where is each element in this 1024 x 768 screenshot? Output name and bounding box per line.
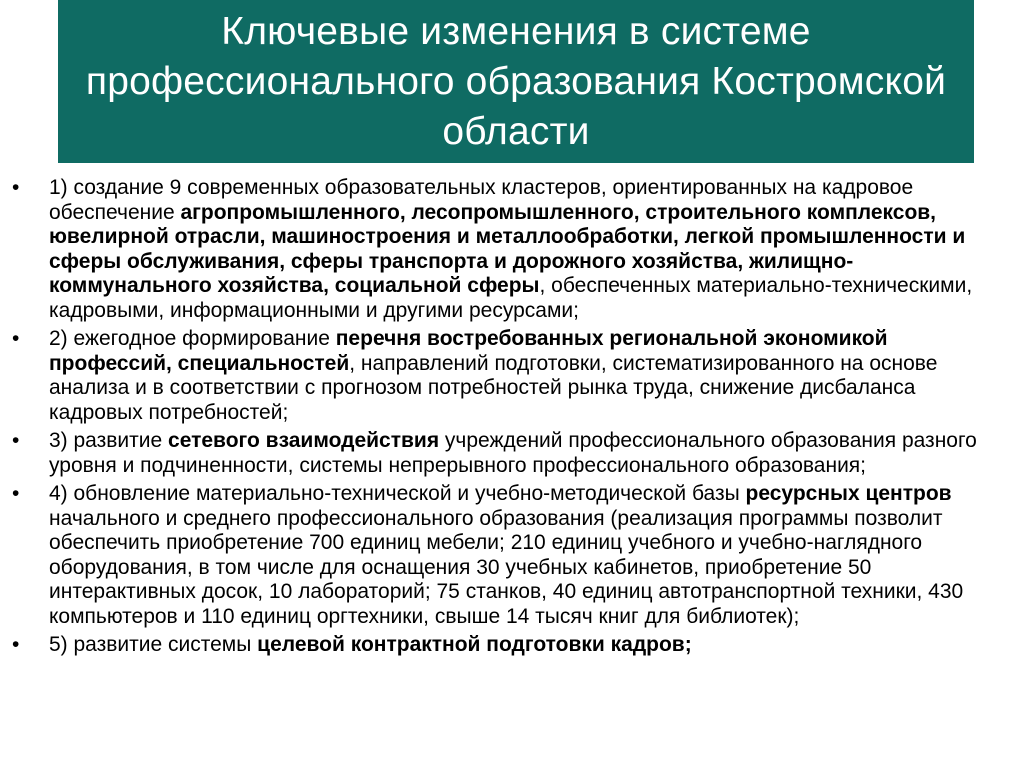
bold-segment: перечня востребованных региональной экономикой профессий, специальностей — [49, 327, 888, 375]
bold-segment: целевой контрактной подготовки кадров; — [257, 633, 692, 656]
text-segment: начального и среднего профессионального образования (реализация программы позволит обеспечить приобретение 700 единиц мебели; 210 единиц учебного и учебно-наглядного оборудования, в том числе для оснащения 30 учебных кабинетов, приобретение 50 интерактивных досок, 10 лабораторий; 75 станков, 40 единиц автотранспортной техники, 430 компьютеров и 110 единиц оргтехники, свыше 14 тысяч книг для библиотек); — [49, 506, 964, 628]
bullet-item-2 — [12, 327, 1012, 425]
slide-title: Ключевые изменения в системе профессионального образования Костромской области — [85, 9, 947, 153]
bullet-marker: • — [12, 176, 20, 199]
bullet-marker: • — [12, 633, 20, 656]
bullet-item-3 — [12, 429, 1012, 478]
text-segment: 5) развитие системы — [49, 633, 258, 656]
text-segment: , обеспеченных материально-техническими, кадровыми, информационными и другими ресурсами; — [49, 274, 973, 322]
text-segment: , направлений подготовки, систематизированного на основе анализа и в соответствии с прогнозом потребностей рынка труда, снижение дисбаланса кадровых потребностей; — [49, 351, 938, 424]
bullet-item-1 — [12, 176, 1012, 323]
text-segment: 4) обновление материально-технической и учебно-методической базы — [49, 482, 746, 505]
bullet-text — [49, 482, 963, 628]
text-segment: 2) ежегодное формирование — [49, 327, 336, 350]
bullet-marker: • — [12, 482, 20, 505]
title-bar — [58, 0, 974, 163]
bold-segment: сетевого взаимодействия — [168, 429, 440, 452]
bullet-list — [12, 176, 1012, 662]
bullet-item-4 — [12, 482, 1012, 629]
bullet-text — [49, 176, 972, 322]
bullet-marker: • — [12, 429, 20, 452]
bullet-marker: • — [12, 327, 20, 350]
bold-segment: ресурсных центров — [745, 482, 952, 505]
bullet-item-5 — [12, 633, 1012, 658]
text-segment: 3) развитие — [49, 429, 169, 452]
bullet-text — [49, 429, 977, 477]
bullet-text — [49, 633, 692, 656]
text-segment: учреждений профессионального образования разного уровня и подчиненности, системы непрерывного профессионального образования; — [49, 429, 977, 477]
bullet-text — [49, 327, 937, 424]
bold-segment: агропромышленного, лесопромышленного, строительного комплексов, ювелирной отрасли, машиностроения и металлообработки, легкой промышленности и сферы обслуживания, сферы транспорта и дорожного хозяйства, жилищно-коммунального хозяйства, социальной сферы — [49, 200, 966, 297]
text-segment: 1) создание 9 современных образовательных кластеров, ориентированных на кадровое обеспечение — [49, 176, 914, 224]
